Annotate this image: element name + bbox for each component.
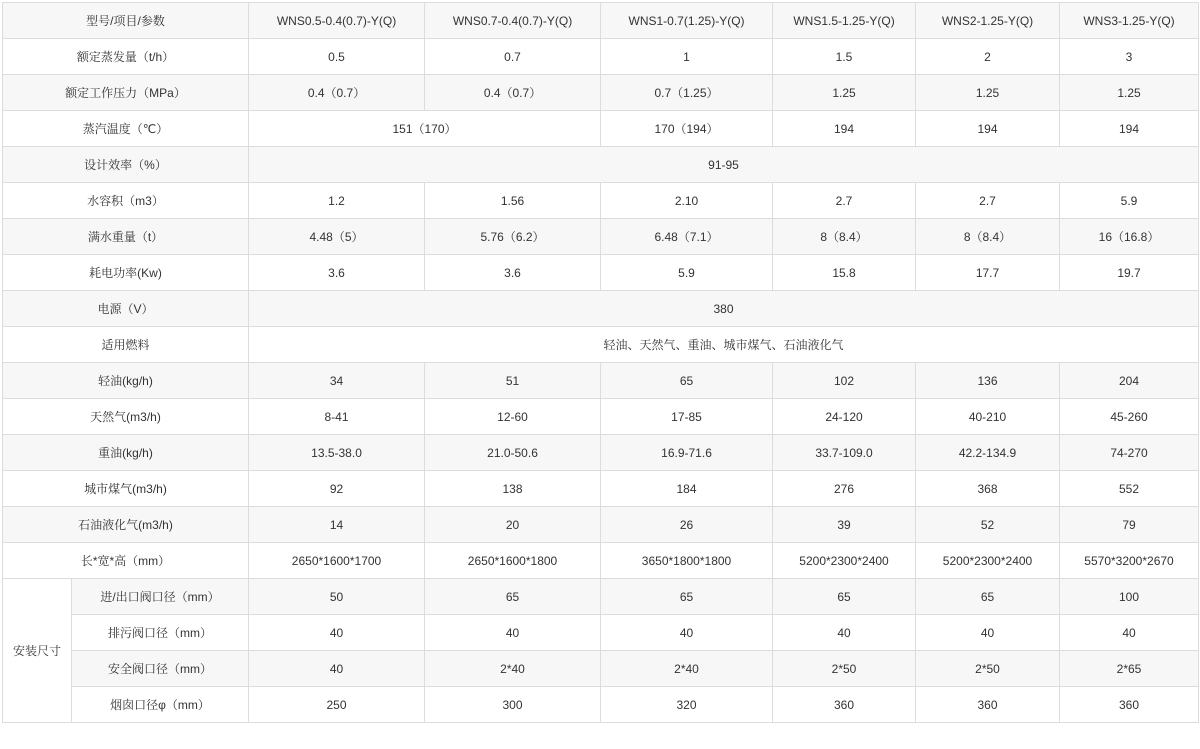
table-cell: 552 — [1060, 471, 1199, 507]
table-row-steam-temp — [3, 111, 1199, 147]
table-cell: 65 — [916, 579, 1060, 615]
table-cell: 4.48（5） — [249, 219, 425, 255]
model-header: WNS2-1.25-Y(Q) — [916, 3, 1060, 39]
table-cell: 360 — [916, 687, 1060, 723]
row-label: 额定蒸发量（t/h） — [3, 39, 249, 75]
table-header-row — [3, 3, 1199, 39]
table-cell: 5.9 — [1060, 183, 1199, 219]
table-cell: 3.6 — [249, 255, 425, 291]
row-label: 安全阀口径（mm） — [72, 651, 249, 687]
table-cell: 65 — [425, 579, 601, 615]
table-cell: 2.10 — [601, 183, 773, 219]
table-cell: 204 — [1060, 363, 1199, 399]
table-cell: 45-260 — [1060, 399, 1199, 435]
table-cell: 1.25 — [1060, 75, 1199, 111]
table-cell: 33.7-109.0 — [773, 435, 916, 471]
table-cell: 5200*2300*2400 — [773, 543, 916, 579]
table-row-chimney — [3, 687, 1199, 723]
row-label: 轻油(kg/h) — [3, 363, 249, 399]
table-cell: 2650*1600*1700 — [249, 543, 425, 579]
table-row-heavy-oil — [3, 435, 1199, 471]
table-cell: 79 — [1060, 507, 1199, 543]
table-cell: 26 — [601, 507, 773, 543]
table-row-fuel — [3, 327, 1199, 363]
table-cell: 184 — [601, 471, 773, 507]
table-cell: 194 — [1060, 111, 1199, 147]
table-cell: 42.2-134.9 — [916, 435, 1060, 471]
table-row-lpg — [3, 507, 1199, 543]
table-cell: 5570*3200*2670 — [1060, 543, 1199, 579]
table-cell: 250 — [249, 687, 425, 723]
row-label: 水容积（m3） — [3, 183, 249, 219]
boiler-spec-table — [2, 2, 1199, 723]
table-cell: 40 — [1060, 615, 1199, 651]
table-cell: 1.56 — [425, 183, 601, 219]
table-cell: 2.7 — [773, 183, 916, 219]
row-label: 天然气(m3/h) — [3, 399, 249, 435]
table-cell: 24-120 — [773, 399, 916, 435]
header-label: 型号/项目/参数 — [3, 3, 249, 39]
table-cell: 40 — [916, 615, 1060, 651]
table-cell: 5200*2300*2400 — [916, 543, 1060, 579]
table-cell: 1.25 — [916, 75, 1060, 111]
model-header: WNS0.7-0.4(0.7)-Y(Q) — [425, 3, 601, 39]
table-cell: 12-60 — [425, 399, 601, 435]
table-cell: 320 — [601, 687, 773, 723]
table-cell: 20 — [425, 507, 601, 543]
table-row-rated-steam — [3, 39, 1199, 75]
table-cell: 5.76（6.2） — [425, 219, 601, 255]
table-cell: 2*50 — [916, 651, 1060, 687]
table-row-natural-gas — [3, 399, 1199, 435]
row-label: 满水重量（t） — [3, 219, 249, 255]
row-label: 排污阀口径（mm） — [72, 615, 249, 651]
table-cell: 0.5 — [249, 39, 425, 75]
table-cell: 15.8 — [773, 255, 916, 291]
table-cell: 138 — [425, 471, 601, 507]
table-cell: 2*50 — [773, 651, 916, 687]
table-cell: 21.0-50.6 — [425, 435, 601, 471]
table-cell: 0.7（1.25） — [601, 75, 773, 111]
table-cell: 40-210 — [916, 399, 1060, 435]
table-cell: 2*40 — [601, 651, 773, 687]
model-header: WNS1.5-1.25-Y(Q) — [773, 3, 916, 39]
row-label: 进/出口阀口径（mm） — [72, 579, 249, 615]
table-cell: 40 — [425, 615, 601, 651]
table-cell: 1.5 — [773, 39, 916, 75]
table-cell: 40 — [249, 651, 425, 687]
table-cell: 1.25 — [773, 75, 916, 111]
table-cell: 40 — [249, 615, 425, 651]
table-row-dimensions — [3, 543, 1199, 579]
table-cell: 50 — [249, 579, 425, 615]
table-row-light-oil — [3, 363, 1199, 399]
table-cell: 40 — [601, 615, 773, 651]
table-cell: 8（8.4） — [916, 219, 1060, 255]
row-label: 蒸汽温度（℃） — [3, 111, 249, 147]
model-header: WNS1-0.7(1.25)-Y(Q) — [601, 3, 773, 39]
table-cell: 65 — [773, 579, 916, 615]
table-cell: 19.7 — [1060, 255, 1199, 291]
table-cell: 14 — [249, 507, 425, 543]
table-cell: 100 — [1060, 579, 1199, 615]
table-cell: 380 — [249, 291, 1199, 327]
table-row-city-gas — [3, 471, 1199, 507]
table-cell: 17-85 — [601, 399, 773, 435]
table-cell: 6.48（7.1） — [601, 219, 773, 255]
table-cell: 91-95 — [249, 147, 1199, 183]
table-row-inlet-valve — [3, 579, 1199, 615]
table-cell: 170（194） — [601, 111, 773, 147]
table-row-power — [3, 255, 1199, 291]
table-cell: 136 — [916, 363, 1060, 399]
table-cell: 39 — [773, 507, 916, 543]
table-cell: 0.4（0.7） — [249, 75, 425, 111]
table-cell: 17.7 — [916, 255, 1060, 291]
table-cell: 2650*1600*1800 — [425, 543, 601, 579]
table-cell: 74-270 — [1060, 435, 1199, 471]
table-cell: 360 — [773, 687, 916, 723]
table-cell: 5.9 — [601, 255, 773, 291]
table-cell: 8（8.4） — [773, 219, 916, 255]
table-cell: 194 — [773, 111, 916, 147]
table-cell: 34 — [249, 363, 425, 399]
table-cell: 360 — [1060, 687, 1199, 723]
table-cell: 0.4（0.7） — [425, 75, 601, 111]
install-group-label: 安装尺寸 — [3, 579, 72, 723]
table-cell: 0.7 — [425, 39, 601, 75]
table-cell: 368 — [916, 471, 1060, 507]
row-label: 设计效率（%） — [3, 147, 249, 183]
table-cell: 16（16.8） — [1060, 219, 1199, 255]
table-cell: 2*40 — [425, 651, 601, 687]
table-cell: 3 — [1060, 39, 1199, 75]
table-cell: 65 — [601, 579, 773, 615]
table-cell: 轻油、天然气、重油、城市煤气、石油液化气 — [249, 327, 1199, 363]
row-label: 额定工作压力（MPa） — [3, 75, 249, 111]
table-row-pressure — [3, 75, 1199, 111]
table-cell: 102 — [773, 363, 916, 399]
row-label: 电源（V） — [3, 291, 249, 327]
model-header: WNS3-1.25-Y(Q) — [1060, 3, 1199, 39]
row-label: 烟囱口径φ（mm） — [72, 687, 249, 723]
table-row-efficiency — [3, 147, 1199, 183]
row-label: 城市煤气(m3/h) — [3, 471, 249, 507]
table-cell: 52 — [916, 507, 1060, 543]
table-cell: 40 — [773, 615, 916, 651]
table-cell: 8-41 — [249, 399, 425, 435]
table-cell: 2*65 — [1060, 651, 1199, 687]
table-cell: 276 — [773, 471, 916, 507]
table-row-drain-valve — [3, 615, 1199, 651]
table-cell: 300 — [425, 687, 601, 723]
table-cell: 2 — [916, 39, 1060, 75]
table-row-safety-valve — [3, 651, 1199, 687]
table-cell: 1.2 — [249, 183, 425, 219]
table-cell: 151（170） — [249, 111, 601, 147]
table-cell: 51 — [425, 363, 601, 399]
table-cell: 13.5-38.0 — [249, 435, 425, 471]
row-label: 适用燃料 — [3, 327, 249, 363]
table-cell: 194 — [916, 111, 1060, 147]
row-label: 重油(kg/h) — [3, 435, 249, 471]
row-label: 石油液化气(m3/h) — [3, 507, 249, 543]
row-label: 长*宽*高（mm） — [3, 543, 249, 579]
table-cell: 1 — [601, 39, 773, 75]
table-cell: 65 — [601, 363, 773, 399]
table-cell: 3650*1800*1800 — [601, 543, 773, 579]
row-label: 耗电功率(Kw) — [3, 255, 249, 291]
model-header: WNS0.5-0.4(0.7)-Y(Q) — [249, 3, 425, 39]
table-cell: 3.6 — [425, 255, 601, 291]
table-row-supply — [3, 291, 1199, 327]
table-cell: 16.9-71.6 — [601, 435, 773, 471]
table-cell: 2.7 — [916, 183, 1060, 219]
table-row-water-volume — [3, 183, 1199, 219]
table-cell: 92 — [249, 471, 425, 507]
table-row-weight — [3, 219, 1199, 255]
